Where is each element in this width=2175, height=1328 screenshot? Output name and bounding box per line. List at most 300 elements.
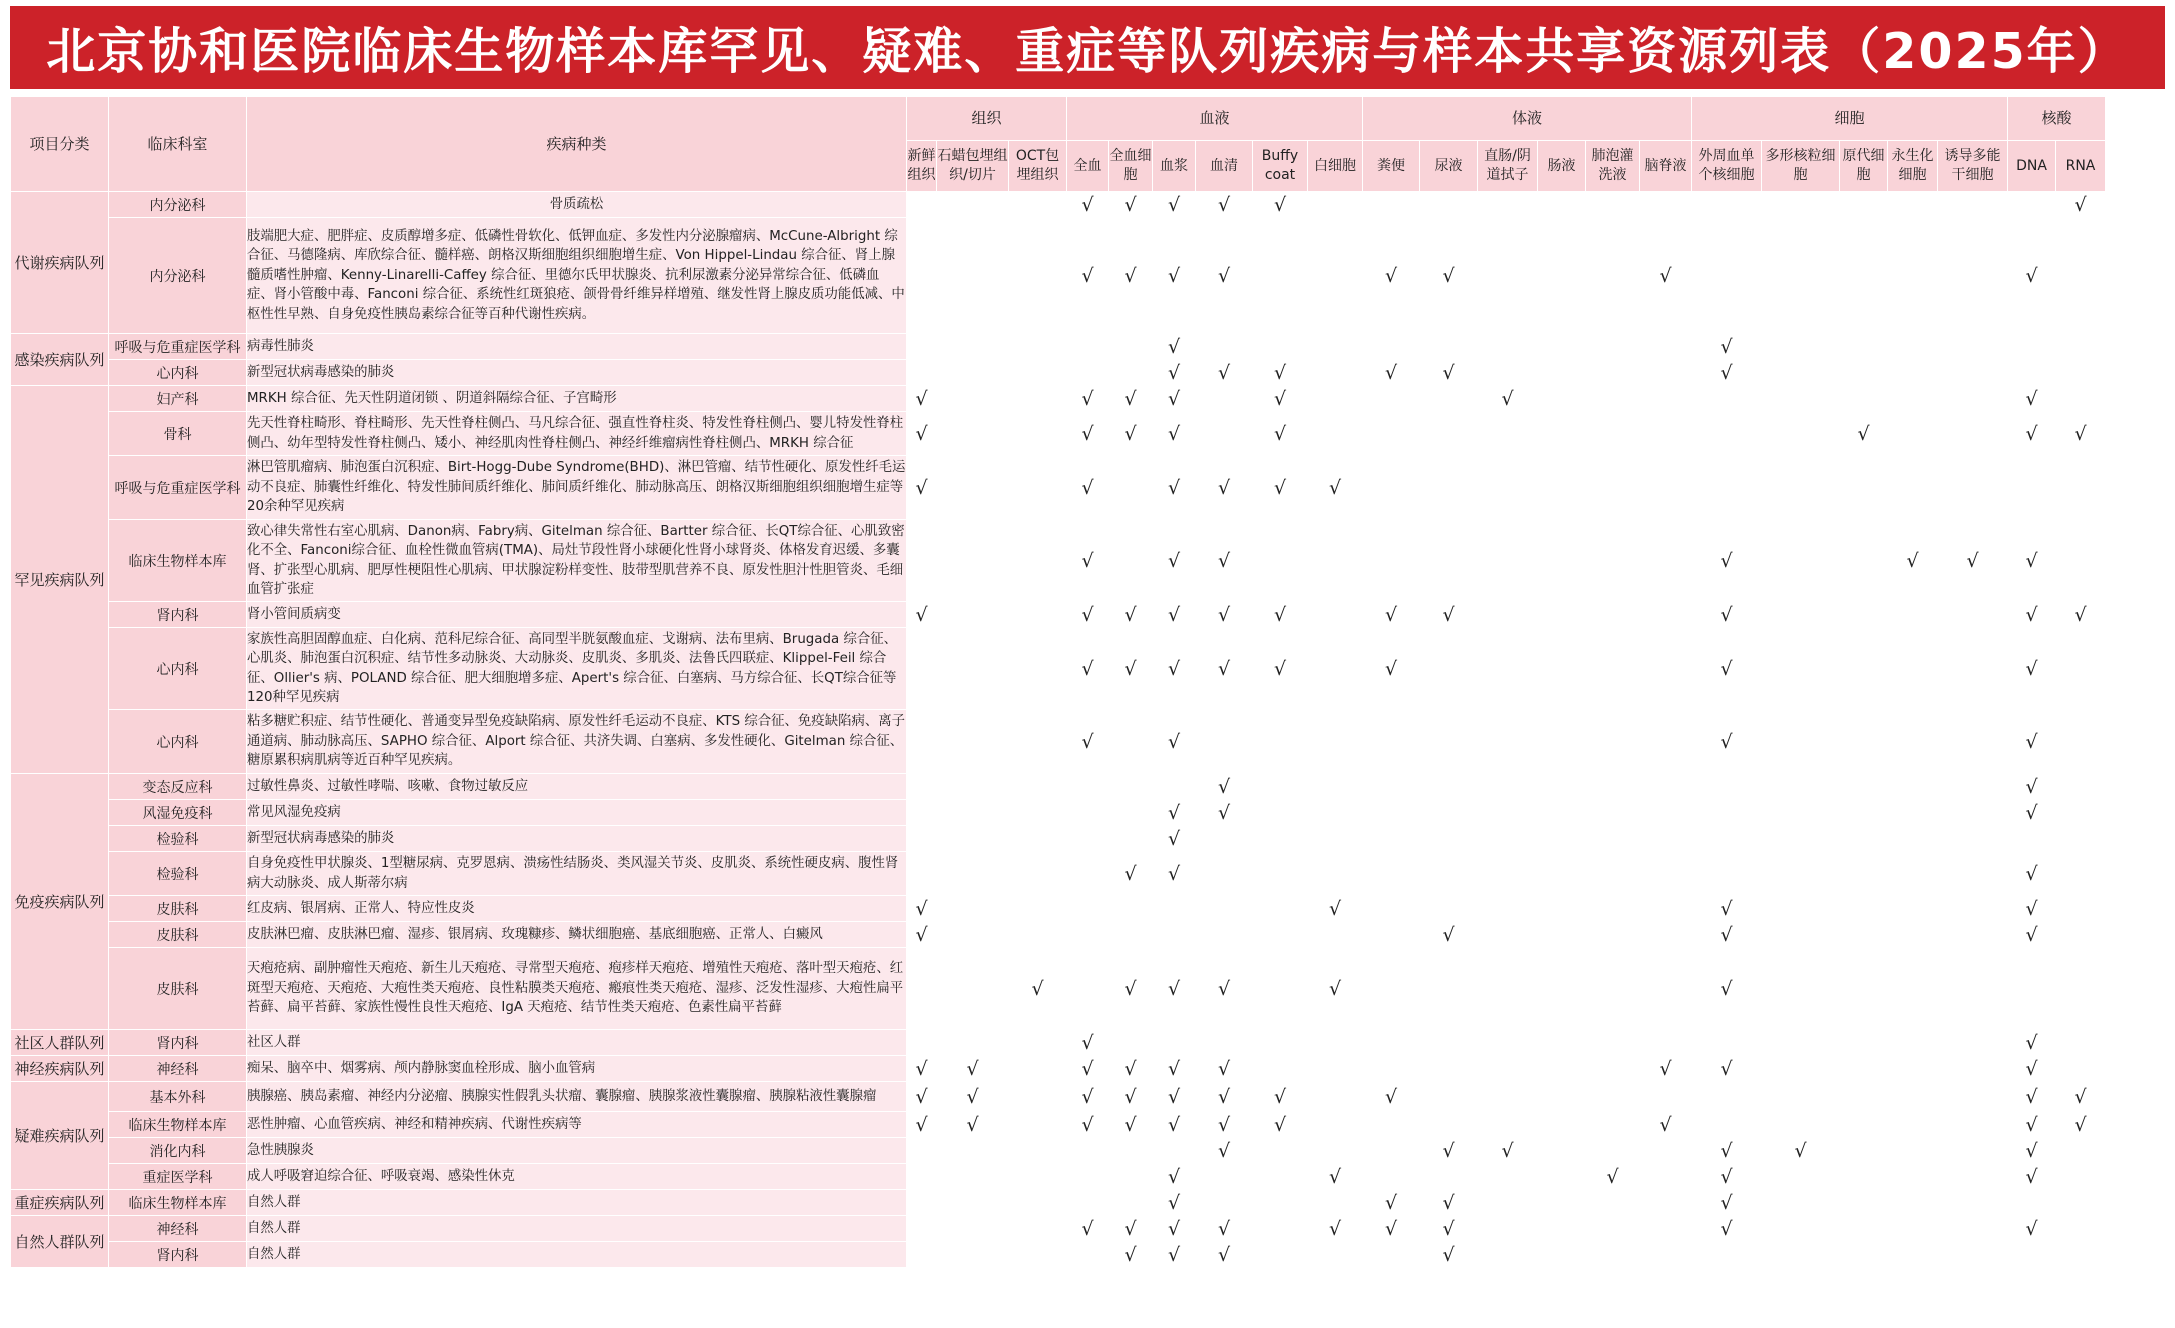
check-mark: √: [1153, 1190, 1196, 1216]
sample-cell: [1009, 1082, 1067, 1112]
sample-cell: [1938, 922, 2008, 948]
header-group-blood: 血液: [1067, 97, 1363, 141]
sample-cell: [937, 774, 1009, 800]
sample-cell: [1888, 218, 1938, 334]
sample-cell: [1640, 602, 1692, 628]
department-cell: 检验科: [109, 852, 247, 896]
sample-cell: [907, 774, 937, 800]
column-header: 诱导多能干细胞: [1938, 141, 2008, 192]
sample-cell: [1538, 1030, 1586, 1056]
check-mark: √: [1308, 1216, 1363, 1242]
check-mark: √: [1067, 1056, 1109, 1082]
check-mark: √: [1420, 1190, 1478, 1216]
sample-cell: [907, 360, 937, 386]
disease-cell: 病毒性肺炎: [247, 334, 907, 360]
sample-cell: [1888, 192, 1938, 218]
sample-cell: [1840, 628, 1888, 710]
sample-cell: [1153, 922, 1196, 948]
check-mark: √: [1420, 922, 1478, 948]
column-header: 血清: [1196, 141, 1253, 192]
sample-cell: [1840, 896, 1888, 922]
column-header: 全血: [1067, 141, 1109, 192]
check-mark: √: [1692, 948, 1762, 1030]
sample-cell: [1253, 896, 1308, 922]
sample-cell: [1363, 710, 1420, 774]
sample-cell: [1640, 922, 1692, 948]
check-mark: √: [1196, 602, 1253, 628]
sample-cell: [1478, 826, 1538, 852]
check-mark: √: [2008, 774, 2056, 800]
check-mark: √: [1888, 520, 1938, 602]
sample-cell: [1538, 456, 1586, 520]
check-mark: √: [1067, 710, 1109, 774]
sample-cell: [1109, 800, 1153, 826]
sample-cell: [1762, 1082, 1840, 1112]
department-cell: 风湿免疫科: [109, 800, 247, 826]
sample-cell: [1586, 520, 1640, 602]
sample-cell: [1478, 1030, 1538, 1056]
check-mark: √: [1692, 1164, 1762, 1190]
sample-cell: [937, 896, 1009, 922]
sample-cell: [1538, 360, 1586, 386]
sample-cell: [2056, 456, 2106, 520]
sample-cell: [2056, 520, 2106, 602]
check-mark: √: [1692, 1138, 1762, 1164]
check-mark: √: [1196, 1112, 1253, 1138]
check-mark: √: [1640, 218, 1692, 334]
sample-cell: [1253, 1056, 1308, 1082]
disease-cell: 致心律失常性右室心肌病、Danon病、Fabry病、Gitelman 综合征、Bartter 综合征、长QT综合征、心肌致密化不全、Fanconi综合征、血栓性微血管病(TMA)、局灶节段性肾小球硬化性肾小球肾炎、体格发育迟缓、多囊肾、扩张型心肌病、肥厚性梗阻性心肌病、甲状腺淀粉样变性、肢带型肌营养不良、原发性胆汁性胆管炎、毛细血管扩张症: [247, 520, 907, 602]
check-mark: √: [2008, 852, 2056, 896]
sample-cell: [1762, 192, 1840, 218]
sample-cell: [937, 602, 1009, 628]
sample-cell: [1538, 334, 1586, 360]
disease-cell: 骨质疏松: [247, 192, 907, 218]
check-mark: √: [1640, 1112, 1692, 1138]
sample-cell: [937, 922, 1009, 948]
check-mark: √: [1153, 386, 1196, 412]
sample-cell: [1253, 520, 1308, 602]
disease-cell: 先天性脊柱畸形、脊柱畸形、先天性脊柱侧凸、马凡综合征、强直性脊柱炎、特发性脊柱侧凸、婴儿特发性脊柱侧凸、幼年型特发性脊柱侧凸、矮小、神经肌肉性脊柱侧凸、神经纤维瘤病性脊柱侧凸、MRKH 综合征: [247, 412, 907, 456]
sample-cell: [1009, 1242, 1067, 1268]
sample-cell: [907, 710, 937, 774]
sample-cell: [1840, 602, 1888, 628]
check-mark: √: [1196, 360, 1253, 386]
department-cell: 临床生物样本库: [109, 1112, 247, 1138]
sample-cell: [1009, 1112, 1067, 1138]
sample-cell: [1420, 710, 1478, 774]
sample-cell: [1363, 922, 1420, 948]
sample-cell: [1888, 386, 1938, 412]
check-mark: √: [1067, 192, 1109, 218]
sample-cell: [1938, 948, 2008, 1030]
check-mark: √: [2008, 1030, 2056, 1056]
sample-cell: [1478, 852, 1538, 896]
check-mark: √: [1253, 192, 1308, 218]
disease-cell: 恶性肿瘤、心血管疾病、神经和精神疾病、代谢性疾病等: [247, 1112, 907, 1138]
sample-cell: [1196, 922, 1253, 948]
sample-cell: [1067, 334, 1109, 360]
sample-cell: [1196, 710, 1253, 774]
sample-cell: [1938, 1164, 2008, 1190]
department-cell: 心内科: [109, 360, 247, 386]
sample-cell: [1840, 1242, 1888, 1268]
check-mark: √: [1196, 628, 1253, 710]
sample-cell: [1640, 710, 1692, 774]
sample-cell: [1888, 1242, 1938, 1268]
sample-cell: [1640, 192, 1692, 218]
table-row: [11, 852, 2106, 896]
check-mark: √: [1253, 456, 1308, 520]
sample-cell: [1478, 1082, 1538, 1112]
sample-cell: [1586, 896, 1640, 922]
sample-cell: [1538, 218, 1586, 334]
sample-cell: [1692, 1030, 1762, 1056]
check-mark: √: [1109, 628, 1153, 710]
check-mark: √: [1692, 628, 1762, 710]
table-row: [11, 1164, 2106, 1190]
sample-cell: [1538, 922, 1586, 948]
sample-cell: [1067, 852, 1109, 896]
sample-cell: [1363, 774, 1420, 800]
table-row: [11, 218, 2106, 334]
sample-cell: [1420, 826, 1478, 852]
sample-cell: [1009, 896, 1067, 922]
sample-cell: [1586, 922, 1640, 948]
check-mark: √: [2008, 896, 2056, 922]
sample-cell: [1888, 360, 1938, 386]
sample-cell: [1420, 852, 1478, 896]
sample-cell: [1640, 360, 1692, 386]
disease-cell: 常见风湿免疫病: [247, 800, 907, 826]
disease-cell: 肢端肥大症、肥胖症、皮质醇增多症、低磷性骨软化、低钾血症、多发性内分泌腺瘤病、McCune-Albright 综合征、马德隆病、库欣综合征、髓样癌、朗格汉斯细胞组织细胞增生症、Von Hippel-Lindau 综合征、肾上腺髓质嗜性肿瘤、Kenny-Linarelli-Caffey 综合征、里德尔氏甲状腺炎、抗利尿激素分泌异常综合征、低磷血症、肾小管酸中毒、Fanconi 综合征、系统性红斑狼疮、颌骨骨纤维异样增殖、继发性肾上腺皮质功能低减、中枢性性早熟、自身免疫性胰岛素综合征等百种代谢性疾病。: [247, 218, 907, 334]
disease-cell: 自然人群: [247, 1190, 907, 1216]
sample-cell: [1538, 1164, 1586, 1190]
sample-cell: [1840, 456, 1888, 520]
sample-cell: [1308, 1056, 1363, 1082]
sample-cell: [1762, 412, 1840, 456]
column-header: 石蜡包埋组织/切片: [937, 141, 1009, 192]
disease-cell: 红皮病、银屑病、正常人、特应性皮炎: [247, 896, 907, 922]
sample-cell: [1538, 520, 1586, 602]
check-mark: √: [1067, 628, 1109, 710]
sample-cell: [1196, 852, 1253, 896]
check-mark: √: [1153, 826, 1196, 852]
check-mark: √: [2008, 1082, 2056, 1112]
department-cell: 肾内科: [109, 602, 247, 628]
sample-cell: [1938, 192, 2008, 218]
sample-cell: [1009, 1138, 1067, 1164]
check-mark: √: [1420, 1216, 1478, 1242]
sample-cell: [1009, 412, 1067, 456]
sample-cell: [1888, 412, 1938, 456]
sample-cell: [2056, 386, 2106, 412]
sample-cell: [1067, 922, 1109, 948]
check-mark: √: [1196, 774, 1253, 800]
sample-cell: [2056, 922, 2106, 948]
sample-cell: [937, 218, 1009, 334]
column-header: 新鲜组织: [907, 141, 937, 192]
department-cell: 心内科: [109, 628, 247, 710]
sample-cell: [1586, 852, 1640, 896]
sample-cell: [1478, 948, 1538, 1030]
department-cell: 肾内科: [109, 1242, 247, 1268]
sample-cell: [1692, 852, 1762, 896]
check-mark: √: [1153, 1164, 1196, 1190]
check-mark: √: [1420, 360, 1478, 386]
check-mark: √: [1153, 1242, 1196, 1268]
check-mark: √: [1067, 1082, 1109, 1112]
sample-cell: [937, 800, 1009, 826]
sample-cell: [1308, 774, 1363, 800]
sample-cell: [1840, 800, 1888, 826]
department-cell: 呼吸与危重症医学科: [109, 334, 247, 360]
sample-cell: [1640, 948, 1692, 1030]
sample-cell: [1762, 800, 1840, 826]
check-mark: √: [907, 412, 937, 456]
table-row: [11, 456, 2106, 520]
sample-cell: [1762, 628, 1840, 710]
sample-cell: [1888, 1082, 1938, 1112]
sample-cell: [1153, 774, 1196, 800]
sample-cell: [907, 520, 937, 602]
sample-cell: [1067, 360, 1109, 386]
sample-cell: [1692, 412, 1762, 456]
sample-cell: [1308, 334, 1363, 360]
disease-cell: 家族性高胆固醇血症、白化病、范科尼综合征、高同型半胱氨酸血症、戈谢病、法布里病、Brugada 综合征、心肌炎、肺泡蛋白沉积症、结节性多动脉炎、大动脉炎、皮肌炎、多肌炎、法鲁氏四联症、Klippel-Feil 综合征、Ollier's 病、POLAND 综合征、肥大细胞增多症、Apert's 综合征、白塞病、马方综合征、长QT综合征等120种罕见疾病: [247, 628, 907, 710]
table-row: [11, 192, 2106, 218]
sample-cell: [2056, 774, 2106, 800]
sample-cell: [1308, 412, 1363, 456]
sample-cell: [1692, 1112, 1762, 1138]
sample-cell: [2056, 1056, 2106, 1082]
sample-cell: [937, 1030, 1009, 1056]
disease-cell: 成人呼吸窘迫综合征、呼吸衰竭、感染性休克: [247, 1164, 907, 1190]
sample-cell: [1420, 456, 1478, 520]
check-mark: √: [1109, 218, 1153, 334]
sample-cell: [1762, 710, 1840, 774]
check-mark: √: [1067, 1112, 1109, 1138]
sample-cell: [1586, 1242, 1640, 1268]
check-mark: √: [1109, 602, 1153, 628]
department-cell: 消化内科: [109, 1138, 247, 1164]
category-cell: 疑难疾病队列: [11, 1082, 109, 1190]
sample-cell: [1640, 520, 1692, 602]
check-mark: √: [2008, 1112, 2056, 1138]
check-mark: √: [2008, 218, 2056, 334]
sample-cell: [1009, 386, 1067, 412]
sample-cell: [1478, 922, 1538, 948]
check-mark: √: [937, 1112, 1009, 1138]
department-cell: 心内科: [109, 710, 247, 774]
sample-cell: [1308, 852, 1363, 896]
sample-cell: [1478, 412, 1538, 456]
check-mark: √: [1153, 360, 1196, 386]
sample-cell: [1762, 948, 1840, 1030]
sample-cell: [2008, 456, 2056, 520]
check-mark: √: [1363, 1082, 1420, 1112]
check-mark: √: [2008, 1164, 2056, 1190]
sample-cell: [1253, 1190, 1308, 1216]
sample-cell: [1109, 922, 1153, 948]
sample-cell: [1420, 948, 1478, 1030]
check-mark: √: [2008, 922, 2056, 948]
check-mark: √: [1586, 1164, 1640, 1190]
sample-cell: [1253, 1242, 1308, 1268]
sample-cell: [1586, 628, 1640, 710]
sample-cell: [1478, 774, 1538, 800]
table-row: [11, 800, 2106, 826]
sample-cell: [937, 1164, 1009, 1190]
column-header: 原代细胞: [1840, 141, 1888, 192]
table-row: [11, 1138, 2106, 1164]
sample-cell: [1692, 456, 1762, 520]
sample-cell: [1363, 412, 1420, 456]
header-group-row: [11, 97, 2106, 141]
disease-cell: 自然人群: [247, 1216, 907, 1242]
check-mark: √: [1067, 1216, 1109, 1242]
sample-cell: [1888, 602, 1938, 628]
sample-cell: [2056, 852, 2106, 896]
check-mark: √: [1153, 334, 1196, 360]
table-row: [11, 334, 2106, 360]
check-mark: √: [1153, 218, 1196, 334]
sample-cell: [1196, 334, 1253, 360]
disease-cell: 天疱疮病、副肿瘤性天疱疮、新生儿天疱疮、寻常型天疱疮、疱疹样天疱疮、增殖性天疱疮、落叶型天疱疮、红斑型天疱疮、天疱疮、大疱性类天疱疮、良性粘膜类天疱疮、瘢痕性类天疱疮、湿疹、泛发性湿疹、大疱性扁平苔藓、扁平苔藓、家族性慢性良性天疱疮、IgA 天疱疮、结节性类天疱疮、色素性扁平苔藓: [247, 948, 907, 1030]
check-mark: √: [2056, 412, 2106, 456]
sample-cell: [1840, 1082, 1888, 1112]
sample-cell: [1253, 922, 1308, 948]
sample-cell: [1840, 192, 1888, 218]
check-mark: √: [1196, 1242, 1253, 1268]
check-mark: √: [1420, 602, 1478, 628]
disease-cell: 皮肤淋巴瘤、皮肤淋巴瘤、湿疹、银屑病、玫瑰糠疹、鳞状细胞癌、基底细胞癌、正常人、白癜风: [247, 922, 907, 948]
check-mark: √: [1692, 334, 1762, 360]
sample-cell: [2056, 628, 2106, 710]
sample-cell: [1762, 456, 1840, 520]
disease-cell: 肾小管间质病变: [247, 602, 907, 628]
sample-cell: [1308, 1138, 1363, 1164]
sample-cell: [1363, 896, 1420, 922]
column-header: 血浆: [1153, 141, 1196, 192]
category-cell: 免疫疾病队列: [11, 774, 109, 1030]
check-mark: √: [907, 1082, 937, 1112]
sample-cell: [1363, 1112, 1420, 1138]
sample-cell: [1308, 1112, 1363, 1138]
sample-cell: [1109, 334, 1153, 360]
sample-cell: [1938, 852, 2008, 896]
sample-cell: [1640, 1164, 1692, 1190]
sample-cell: [1840, 1112, 1888, 1138]
check-mark: √: [1153, 1216, 1196, 1242]
department-cell: 神经科: [109, 1056, 247, 1082]
sample-cell: [2056, 896, 2106, 922]
check-mark: √: [1067, 218, 1109, 334]
check-mark: √: [1253, 1082, 1308, 1112]
sample-cell: [1586, 602, 1640, 628]
sample-cell: [1420, 800, 1478, 826]
sample-cell: [1938, 800, 2008, 826]
sample-cell: [1586, 334, 1640, 360]
check-mark: √: [1308, 896, 1363, 922]
check-mark: √: [1153, 192, 1196, 218]
sample-cell: [1420, 1112, 1478, 1138]
sample-cell: [1840, 948, 1888, 1030]
sample-cell: [1762, 1164, 1840, 1190]
sample-cell: [2056, 218, 2106, 334]
sample-cell: [1363, 852, 1420, 896]
disease-cell: 自然人群: [247, 1242, 907, 1268]
check-mark: √: [1692, 896, 1762, 922]
column-header: 永生化细胞: [1888, 141, 1938, 192]
check-mark: √: [2008, 1056, 2056, 1082]
sample-cell: [1009, 1056, 1067, 1082]
category-cell: 神经疾病队列: [11, 1056, 109, 1082]
column-header: OCT包埋组织: [1009, 141, 1067, 192]
department-cell: 肾内科: [109, 1030, 247, 1056]
sample-cell: [2056, 1164, 2106, 1190]
sample-cell: [1938, 218, 2008, 334]
disease-cell: 痴呆、脑卒中、烟雾病、颅内静脉窦血栓形成、脑小血管病: [247, 1056, 907, 1082]
check-mark: √: [1153, 852, 1196, 896]
check-mark: √: [1692, 1190, 1762, 1216]
sample-cell: [1586, 1138, 1640, 1164]
sample-cell: [2056, 1138, 2106, 1164]
table-row: [11, 1082, 2106, 1112]
sample-cell: [1308, 360, 1363, 386]
sample-cell: [1308, 1082, 1363, 1112]
check-mark: √: [2008, 602, 2056, 628]
sample-cell: [1586, 386, 1640, 412]
sample-cell: [1586, 1216, 1640, 1242]
department-cell: 重症医学科: [109, 1164, 247, 1190]
department-cell: 临床生物样本库: [109, 1190, 247, 1216]
check-mark: √: [1308, 1164, 1363, 1190]
sample-cell: [1692, 1242, 1762, 1268]
sample-cell: [1153, 1138, 1196, 1164]
sample-cell: [1109, 826, 1153, 852]
sample-cell: [1938, 386, 2008, 412]
sample-cell: [1308, 710, 1363, 774]
check-mark: √: [1478, 386, 1538, 412]
sample-cell: [1840, 922, 1888, 948]
sample-cell: [1640, 1216, 1692, 1242]
check-mark: √: [1840, 412, 1888, 456]
sample-cell: [1538, 948, 1586, 1030]
sample-cell: [1363, 1138, 1420, 1164]
sample-cell: [1538, 1216, 1586, 1242]
sample-cell: [907, 628, 937, 710]
check-mark: √: [1762, 1138, 1840, 1164]
sample-cell: [1888, 456, 1938, 520]
check-mark: √: [1153, 628, 1196, 710]
sample-cell: [2056, 1242, 2106, 1268]
category-cell: 重症疾病队列: [11, 1190, 109, 1216]
column-header: 外周血单个核细胞: [1692, 141, 1762, 192]
sample-cell: [1009, 774, 1067, 800]
sample-cell: [1640, 412, 1692, 456]
department-cell: 检验科: [109, 826, 247, 852]
sample-cell: [1420, 896, 1478, 922]
sample-cell: [937, 456, 1009, 520]
check-mark: √: [1196, 1138, 1253, 1164]
check-mark: √: [1420, 1242, 1478, 1268]
check-mark: √: [1109, 192, 1153, 218]
sample-cell: [1538, 774, 1586, 800]
sample-cell: [1938, 1138, 2008, 1164]
check-mark: √: [2008, 628, 2056, 710]
sample-cell: [937, 852, 1009, 896]
